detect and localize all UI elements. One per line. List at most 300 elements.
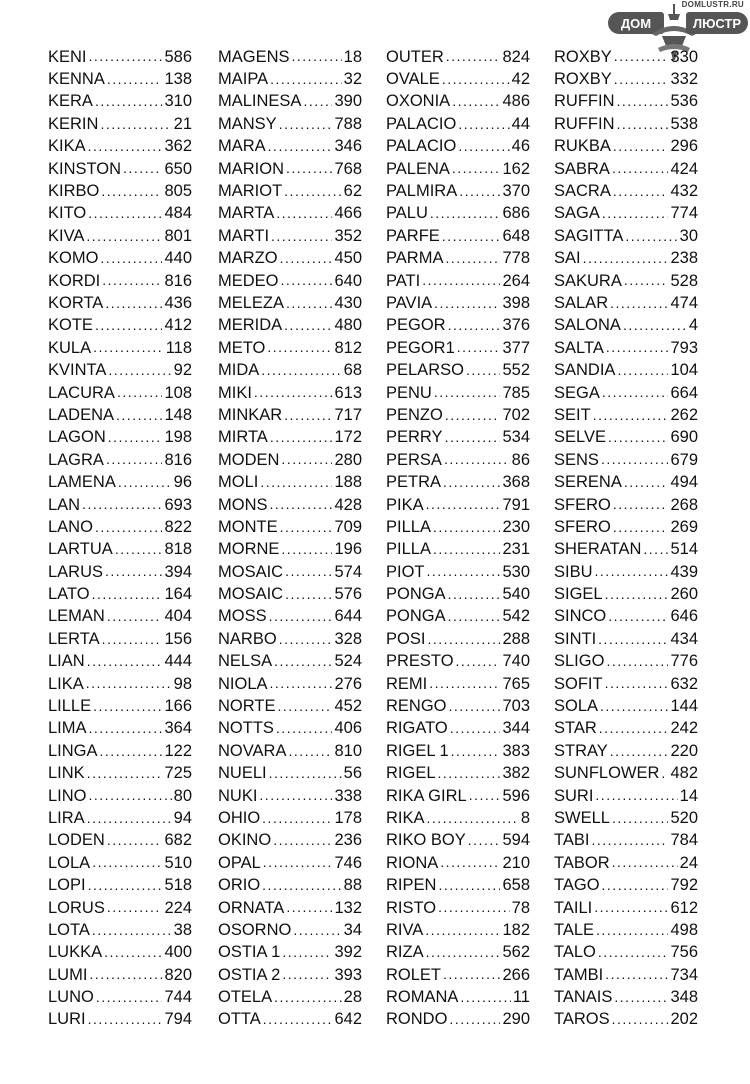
index-entry[interactable] [48,382,192,404]
dot-leader [100,117,171,136]
dot-leader [270,72,342,91]
entry-name: TAGO [554,876,600,895]
dot-leader [89,788,172,807]
dot-leader [440,855,500,874]
dot-leader [88,878,163,897]
index-entry[interactable] [218,539,362,561]
dot-leader [284,408,332,427]
index-entry[interactable] [386,427,530,449]
entry-page: 92 [173,361,192,380]
dot-leader [458,139,509,158]
entry-name: PALU [386,204,428,223]
index-entry[interactable] [48,337,192,359]
dot-leader [293,923,341,942]
index-entry[interactable] [48,113,192,135]
entry-name: KIVA [48,226,85,245]
index-entry[interactable] [48,471,192,493]
index-entry[interactable] [386,359,530,381]
index-entry[interactable] [386,337,530,359]
entry-name: RONDO [386,1010,448,1029]
index-entry[interactable] [386,718,530,740]
dot-leader [270,676,333,695]
entry-name: ORIO [218,876,261,895]
index-entry[interactable] [554,91,698,113]
entry-page: 746 [334,853,362,872]
index-entry[interactable] [48,718,192,740]
entry-page: 346 [334,137,362,156]
entry-name: LUKKA [48,943,103,962]
index-entry[interactable] [48,807,192,829]
entry-name: PALMIRA [386,182,458,201]
index-entry[interactable] [48,606,192,628]
index-entry[interactable] [48,763,192,785]
index-entry[interactable] [386,46,530,68]
index-entry[interactable] [48,986,192,1008]
index-entry[interactable] [386,651,530,673]
index-entry[interactable] [386,919,530,941]
index-entry[interactable] [48,225,192,247]
entry-page: 486 [502,92,530,111]
index-entry[interactable] [554,919,698,941]
entry-page: 658 [502,876,530,895]
dot-leader [602,385,669,404]
logo-word-right: ЛЮСТР [686,12,748,34]
index-entry[interactable] [554,68,698,90]
index-entry[interactable] [48,203,192,225]
index-entry[interactable] [554,203,698,225]
index-entry[interactable] [554,852,698,874]
dot-leader [595,788,677,807]
index-entry[interactable] [48,583,192,605]
dot-leader [594,900,668,919]
index-entry[interactable] [386,763,530,785]
entry-name: SHERATAN [554,540,642,559]
index-entry[interactable] [218,561,362,583]
dot-leader [107,833,163,852]
entry-name: NUKI [218,786,258,805]
index-entry[interactable] [386,68,530,90]
dot-leader [95,318,163,337]
entry-page: 765 [502,674,530,693]
index-entry[interactable] [218,583,362,605]
dot-leader [617,117,669,136]
index-entry[interactable] [386,382,530,404]
entry-page: 400 [164,943,192,962]
entry-page: 118 [165,338,192,357]
dot-leader [452,161,501,180]
entry-page: 613 [334,383,362,402]
index-entry[interactable] [48,628,192,650]
dot-leader [452,94,500,113]
index-entry[interactable] [554,740,698,762]
entry-name: KULA [48,338,92,357]
index-entry[interactable] [218,158,362,180]
index-entry[interactable] [386,225,530,247]
index-entry[interactable] [218,136,362,158]
index-entry[interactable] [386,404,530,426]
dot-leader [591,833,668,852]
dot-leader [282,967,332,986]
index-entry[interactable] [218,874,362,896]
index-entry[interactable] [48,91,192,113]
index-entry[interactable] [386,740,530,762]
index-entry[interactable] [554,561,698,583]
index-entry[interactable] [554,292,698,314]
dot-leader [596,923,668,942]
index-entry[interactable] [554,270,698,292]
index-entry[interactable] [48,158,192,180]
index-entry[interactable] [554,830,698,852]
index-entry[interactable] [554,807,698,829]
index-entry[interactable] [218,986,362,1008]
index-entry[interactable] [218,359,362,381]
entry-name: SFERO [554,517,611,536]
index-entry[interactable] [554,225,698,247]
entry-page: 756 [670,943,698,962]
dot-leader [595,564,669,583]
index-entry[interactable] [48,673,192,695]
index-entry[interactable] [386,270,530,292]
index-entry[interactable] [48,248,192,270]
index-entry[interactable] [218,919,362,941]
dot-leader [106,452,163,471]
entry-page: 552 [502,361,530,380]
dot-leader [270,430,333,449]
index-entry[interactable] [386,561,530,583]
index-entry[interactable] [554,785,698,807]
entry-page: 164 [164,585,192,604]
index-entry[interactable] [218,337,362,359]
index-entry[interactable] [386,158,530,180]
entry-page: 238 [670,249,698,268]
index-entry[interactable] [218,203,362,225]
entry-name: POSI [386,629,426,648]
index-entry[interactable] [386,964,530,986]
index-entry[interactable] [554,494,698,516]
index-entry[interactable] [554,471,698,493]
index-entry[interactable] [386,695,530,717]
index-entry[interactable] [48,494,192,516]
index-entry[interactable] [48,404,192,426]
index-entry[interactable] [554,874,698,896]
index-entry[interactable] [386,516,530,538]
dot-leader [269,609,333,628]
index-entry[interactable] [386,583,530,605]
index-entry[interactable] [554,942,698,964]
index-entry[interactable] [48,449,192,471]
index-entry[interactable] [554,695,698,717]
index-entry[interactable] [554,897,698,919]
index-entry[interactable] [218,427,362,449]
entry-name: ORNATA [218,898,285,917]
index-entry[interactable] [386,807,530,829]
index-entry[interactable] [386,494,530,516]
dot-leader [87,654,163,673]
entry-page: 812 [334,338,362,357]
dot-leader [267,340,332,359]
index-entry[interactable] [386,539,530,561]
index-entry[interactable] [48,516,192,538]
index-entry[interactable] [554,539,698,561]
entry-page: 80 [173,786,192,805]
index-entry[interactable] [48,427,192,449]
entry-page: 450 [334,249,362,268]
index-entry[interactable] [554,315,698,337]
index-entry[interactable] [48,830,192,852]
entry-page: 404 [164,607,192,626]
dot-leader [82,497,162,516]
entry-page: 514 [670,540,698,559]
entry-page: 650 [164,159,192,178]
index-entry[interactable] [554,337,698,359]
entry-page: 788 [334,114,362,133]
index-entry[interactable] [218,494,362,516]
entry-name: PEGOR1 [386,338,455,357]
index-entry[interactable] [48,539,192,561]
entry-name: OVALE [386,70,440,89]
index-entry[interactable] [218,695,362,717]
entry-page: 632 [670,674,698,693]
entry-name: LIRA [48,808,85,827]
entry-page: 198 [164,428,192,447]
index-entry[interactable] [48,359,192,381]
index-entry[interactable] [554,583,698,605]
index-entry[interactable] [48,785,192,807]
entry-page: 224 [164,898,192,917]
entry-name: TALO [554,943,596,962]
index-entry[interactable] [218,606,362,628]
index-entry[interactable] [218,449,362,471]
index-entry[interactable] [218,68,362,90]
index-entry[interactable] [386,942,530,964]
dot-leader [96,990,163,1009]
index-entry[interactable] [218,740,362,762]
entry-page: 792 [670,876,698,895]
entry-page: 518 [164,876,192,895]
index-column-2 [218,46,386,1031]
index-entry[interactable] [218,763,362,785]
entry-page: 132 [334,898,362,917]
entry-page: 444 [164,652,192,671]
entry-page: 824 [502,47,530,66]
index-entry[interactable] [218,404,362,426]
entry-name: OXONIA [386,92,451,111]
index-entry[interactable] [218,718,362,740]
index-entry[interactable] [218,651,362,673]
index-entry[interactable] [386,673,530,695]
index-entry[interactable] [218,225,362,247]
entry-page: 62 [343,182,362,201]
index-entry[interactable] [386,897,530,919]
entry-name: LAGON [48,428,106,447]
index-entry[interactable] [554,763,698,785]
entry-name: PIKA [386,495,424,514]
index-entry[interactable] [48,1009,192,1031]
index-entry[interactable] [218,382,362,404]
index-entry[interactable] [554,158,698,180]
index-entry[interactable] [554,1009,698,1031]
index-entry[interactable] [218,852,362,874]
entry-page: 390 [334,92,362,111]
index-entry[interactable] [554,404,698,426]
index-entry[interactable] [554,359,698,381]
index-entry[interactable] [48,919,192,941]
index-entry[interactable] [48,180,192,202]
dot-leader [107,900,163,919]
index-entry[interactable] [554,136,698,158]
entry-page: 330 [670,47,698,66]
entry-page: 542 [502,607,530,626]
index-entry[interactable] [48,270,192,292]
entry-page: 24 [679,853,698,872]
dot-leader [262,878,341,897]
index-entry[interactable] [554,113,698,135]
index-entry[interactable] [386,449,530,471]
entry-page: 242 [670,719,698,738]
index-entry[interactable] [386,180,530,202]
index-entry[interactable] [554,382,698,404]
entry-name: SUNFLOWER [554,764,660,783]
index-entry[interactable] [386,785,530,807]
index-entry[interactable] [48,964,192,986]
entry-page: 4 [688,316,698,335]
entry-name: NARBO [218,629,277,648]
index-entry[interactable] [554,180,698,202]
index-entry[interactable] [218,91,362,113]
entry-name: MARA [218,137,266,156]
entry-name: KINSTON [48,159,122,178]
entry-page: 820 [164,965,192,984]
entry-name: SAGA [554,204,600,223]
entry-name: PERSA [386,450,442,469]
index-entry[interactable] [554,516,698,538]
entry-name: LOPI [48,876,86,895]
index-entry[interactable] [386,830,530,852]
index-entry[interactable] [218,964,362,986]
index-entry[interactable] [386,113,530,135]
index-entry[interactable] [218,270,362,292]
dot-leader [92,923,172,942]
index-entry[interactable] [48,942,192,964]
index-entry[interactable] [386,606,530,628]
index-entry[interactable] [554,986,698,1008]
index-entry[interactable] [554,964,698,986]
entry-page: 664 [670,383,698,402]
entry-page: 88 [343,876,362,895]
entry-name: RIONA [386,853,439,872]
index-entry[interactable] [386,874,530,896]
index-entry[interactable] [554,427,698,449]
index-entry[interactable] [554,248,698,270]
index-entry[interactable] [386,986,530,1008]
entry-name: MARION [218,159,284,178]
index-entry[interactable] [386,852,530,874]
index-entry[interactable] [554,628,698,650]
index-entry[interactable] [386,292,530,314]
index-entry[interactable] [218,942,362,964]
index-entry[interactable] [48,315,192,337]
index-entry[interactable] [554,718,698,740]
index-entry[interactable] [48,292,192,314]
index-entry[interactable] [48,561,192,583]
index-entry[interactable] [48,651,192,673]
entry-page: 709 [334,517,362,536]
index-entry[interactable] [218,315,362,337]
index-entry[interactable] [218,46,362,68]
index-entry[interactable] [386,91,530,113]
index-entry[interactable] [218,248,362,270]
index-entry[interactable] [218,807,362,829]
entry-name: NOTTS [218,719,274,738]
index-entry[interactable] [554,606,698,628]
dot-leader [105,296,162,315]
index-entry[interactable] [48,136,192,158]
index-entry[interactable] [386,136,530,158]
index-entry[interactable] [218,897,362,919]
index-entry[interactable] [48,68,192,90]
index-entry[interactable] [48,695,192,717]
index-entry[interactable] [218,830,362,852]
index-entry[interactable] [554,673,698,695]
index-entry[interactable] [218,292,362,314]
index-entry[interactable] [218,471,362,493]
index-entry[interactable] [48,740,192,762]
index-entry[interactable] [386,1009,530,1031]
index-entry[interactable] [554,449,698,471]
entry-name: LADENA [48,405,115,424]
index-entry[interactable] [48,897,192,919]
index-entry[interactable] [554,46,698,68]
index-entry[interactable] [218,1009,362,1031]
entry-name: MONTE [218,517,278,536]
index-entry[interactable] [48,852,192,874]
dot-leader [433,520,501,539]
entry-name: SINTI [554,629,597,648]
index-entry[interactable] [48,46,192,68]
index-entry[interactable] [386,628,530,650]
index-entry[interactable] [386,315,530,337]
entry-name: RIKA [386,808,425,827]
index-entry[interactable] [218,516,362,538]
entry-name: LURI [48,1010,86,1029]
dot-leader [613,184,669,203]
index-entry[interactable] [218,673,362,695]
dot-leader [625,229,677,248]
entry-name: MARIOT [218,182,283,201]
entry-name: RIGATO [386,719,448,738]
entry-name: LAMENA [48,473,116,492]
entry-name: SIBU [554,562,593,581]
dot-leader [449,699,501,718]
index-entry[interactable] [218,113,362,135]
index-entry[interactable] [218,180,362,202]
index-entry[interactable] [386,203,530,225]
dot-leader [610,744,669,763]
index-entry[interactable] [554,651,698,673]
dot-leader [93,699,162,718]
entry-name: RUFFIN [554,114,615,133]
entry-page: 46 [511,137,530,156]
entry-name: SIGEL [554,585,603,604]
index-entry[interactable] [218,785,362,807]
index-entry[interactable] [386,248,530,270]
entry-page: 406 [334,719,362,738]
entry-name: PENZO [386,405,443,424]
index-entry[interactable] [218,628,362,650]
index-entry[interactable] [48,874,192,896]
index-entry[interactable] [386,471,530,493]
dot-leader [123,161,162,180]
